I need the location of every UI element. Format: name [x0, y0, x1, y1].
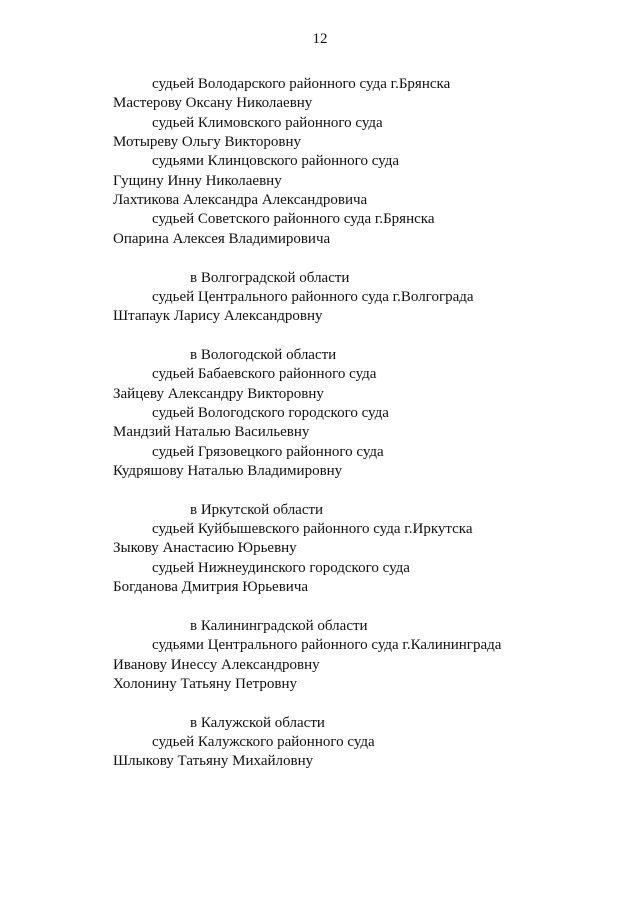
judge-name: Кудряшову Наталью Владимировну — [113, 463, 343, 479]
judge-name: Опарина Алексея Владимировича — [113, 230, 331, 247]
court-line: судьей Грязовецкого районного суда — [152, 443, 384, 460]
court-line: судьями Центрального районного суда г.Калининграда — [152, 637, 502, 654]
judge-name: Лахтикова Александра Александровича — [113, 192, 368, 209]
court-line: судьями Клинцовского районного суда — [152, 153, 400, 170]
court-line: судьей Володарского районного суда г.Брянска — [152, 76, 451, 92]
court-line: судьей Нижнеудинского городского суда — [152, 559, 410, 576]
region-heading: в Иркутской области — [190, 501, 324, 518]
judge-name: Богданова Дмитрия Юрьевича — [113, 579, 309, 596]
judge-name: Зайцеву Александру Викторовну — [113, 385, 324, 402]
judge-name: Мандзий Наталью Васильевну — [113, 424, 310, 441]
judge-name: Мастерову Оксану Николаевну — [113, 95, 313, 112]
region-heading: в Волгоградской области — [190, 269, 350, 286]
court-line: судьей Советского районного суда г.Брянска — [152, 211, 435, 228]
judge-name: Гущину Инну Николаевну — [113, 172, 282, 189]
court-line: судьей Куйбышевского районного суда г.Иркутска — [152, 521, 473, 538]
judge-name: Иванову Инессу Александровну — [113, 656, 320, 673]
region-heading: в Вологодской области — [190, 346, 337, 363]
region-heading: в Калининградской области — [190, 617, 368, 634]
judge-name: Зыкову Анастасию Юрьевну — [113, 540, 297, 557]
court-line: судьей Бабаевского районного суда — [152, 366, 377, 383]
region-heading: в Калужской области — [190, 714, 325, 731]
judge-name: Холонину Татьяну Петровну — [113, 675, 297, 692]
court-line: судьей Вологодского городского суда — [152, 405, 389, 421]
page-number: 12 — [312, 31, 328, 47]
judge-name: Мотыреву Ольгу Викторовну — [113, 134, 302, 150]
judge-name: Штапаук Ларису Александровну — [113, 308, 323, 325]
judge-name: Шлыкову Татьяну Михайловну — [113, 753, 314, 770]
court-line: судьей Климовского районного суда — [152, 114, 383, 131]
court-line: судьей Калужского районного суда — [152, 733, 375, 750]
court-line: судьей Центрального районного суда г.Волгограда — [152, 288, 474, 305]
